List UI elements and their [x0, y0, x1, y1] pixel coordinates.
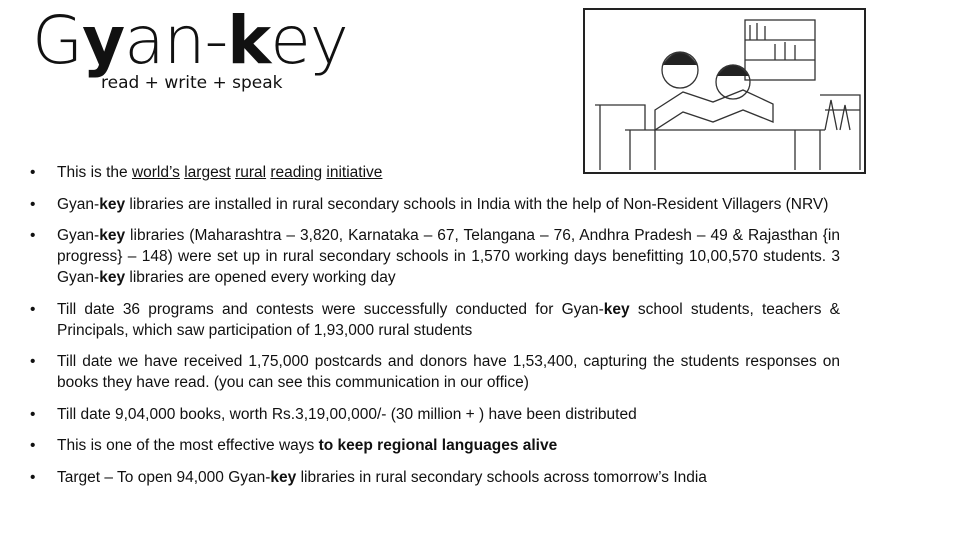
bullet-text: libraries (Maharashtra – 3,820, Karnataka – 67, Telangana – 76, Andhra Pradesh – 49 & Rajasthan {in progress} – 148) were set up in rural secondary schools in 1,570 working days benefitting 10,00,570 students. 3 Gyan- [57, 227, 840, 286]
bullet-item [30, 435, 840, 456]
bullet-text: to keep regional languages alive [318, 437, 558, 454]
logo-part: y [82, 2, 125, 79]
bullet-text: world’s [131, 164, 180, 181]
bullet-text: libraries are installed in rural secondary schools in India with the help of Non-Resident Villagers (NRV) [125, 195, 829, 213]
bullet-text: Gyan- [57, 227, 100, 244]
bullet-text: Till date 9,04,000 books, worth Rs.3,19,00,000/- (30 million + ) have been distributed [57, 405, 637, 423]
bullet-text: Target – To open 94,000 Gyan- [57, 468, 271, 486]
gyan-key-logo [32, 2, 348, 79]
bullet-item [30, 162, 840, 183]
bullet-text: libraries in rural secondary schools across tomorrow’s India [296, 468, 707, 486]
bullet-list [30, 162, 840, 498]
bullet-text: reading [270, 164, 323, 181]
logo-part: G [32, 2, 83, 79]
bullet-text: This is the [57, 164, 132, 181]
children-reading-illustration [583, 8, 866, 174]
logo-tagline: read + write + speak [101, 73, 283, 93]
bullet-item [30, 467, 840, 488]
bullet-text: Gyan- [57, 195, 100, 213]
bullet-text: key [99, 227, 126, 244]
bullet-item [30, 299, 840, 341]
bullet-item [30, 351, 840, 393]
bullet-text: Till date we have received 1,75,000 postcards and donors have 1,53,400, capturing the students responses on books they have read. (you can see this communication in our office) [57, 353, 840, 391]
bullet-text: key [99, 269, 126, 286]
bullet-text: school students, teachers & Principals, which saw participation of 1,93,000 rural students [57, 300, 840, 339]
bullet-text: initiative [326, 164, 383, 181]
bullet-text: largest [184, 164, 231, 181]
bullet-item [30, 404, 840, 425]
bullet-text: key [270, 468, 297, 486]
logo-part: k [227, 2, 271, 79]
bullet-text: libraries are opened every working day [125, 269, 396, 286]
bullet-text: key [99, 195, 126, 213]
bullet-text: rural [235, 164, 267, 181]
bullet-text: key [603, 300, 630, 318]
logo-part: ey [270, 2, 348, 79]
bullet-item [30, 194, 840, 215]
logo-part: an- [124, 2, 228, 79]
bullet-text: This is one of the most effective ways [57, 437, 319, 454]
bullet-text: Till date 36 programs and contests were successfully conducted for Gyan- [57, 300, 604, 318]
bullet-item [30, 225, 840, 288]
